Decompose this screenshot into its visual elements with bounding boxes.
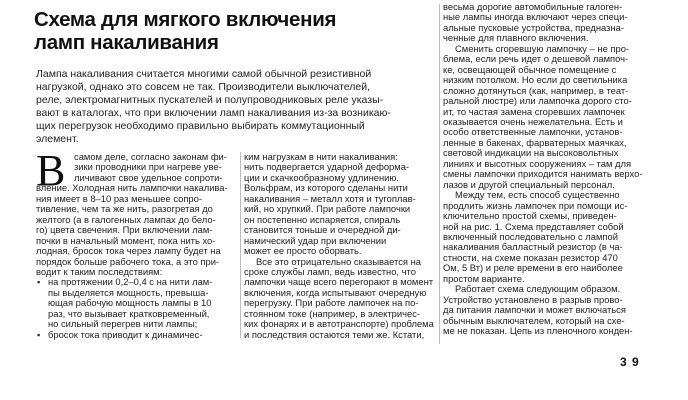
text-line: накаливания балластный резистор (в ча- <box>443 242 623 253</box>
text-line: лодная, бросок тока через лампу будет на <box>36 246 221 257</box>
text-line: альные пусковые устройства, предназна- <box>443 22 624 33</box>
text-line: низким потолком. Но если до светильника <box>443 75 628 86</box>
text-line: простом варианте. <box>443 273 525 284</box>
text-line: блема, если речь идет о дешевой лампоч- <box>443 54 629 65</box>
text-line: весьма дорогие автомобильные галоген- <box>443 2 623 12</box>
lead-line: элемент. <box>36 133 79 146</box>
text-line: пы выделяется мощность, превыша- <box>48 287 209 298</box>
text-line: да питания лампочки и может включаться <box>443 305 626 316</box>
text-line: Устройство установлено в разрыв прово- <box>443 294 623 305</box>
text-line: оказывается очень нежелательна. Есть и <box>443 116 623 127</box>
text-line: ким нагрузкам в нити накаливания: <box>244 152 398 162</box>
text-line: обычным выключателем, который на схе- <box>443 315 625 326</box>
text-line: ния имеет в 8–10 раз меньшее сопро- <box>36 193 202 204</box>
text-line: Все это отрицательно сказывается на <box>256 256 421 267</box>
text-line: Вольфрам, из которого сделаны нити <box>244 183 408 194</box>
text-line: личивают свое удельное сопроти- <box>74 172 223 183</box>
drop-cap: В <box>36 146 66 195</box>
text-line: ющая рабочую мощность лампы в 10 <box>48 298 212 309</box>
text-line <box>36 330 238 340</box>
text-column-3 <box>443 2 653 337</box>
text-line: кий, но хрупкий. При работе лампочки <box>244 204 411 215</box>
text-line: раз, что вызывает кратковременный, <box>48 308 210 319</box>
text-line: зики проводники при нагреве уве- <box>74 162 222 173</box>
text-line: световой индикации на высоковольтных <box>443 148 619 159</box>
bullet-text: бросок тока приводит к динамичес- <box>48 329 203 340</box>
text-line <box>36 277 238 287</box>
text-line: ключительно простой схемы, приведен- <box>443 211 617 222</box>
lead-line: вают в каталогах, что при включении ламп накаливания из-за возникаю- <box>36 107 391 120</box>
text-line: лазов и другой специальный персонал. <box>443 179 615 190</box>
page-number: 3 9 <box>620 355 640 369</box>
text-line: порядок больше рабочего тока, а это при- <box>36 256 220 267</box>
text-line: включенный последовательно с лампой <box>443 231 618 242</box>
text-column-2 <box>244 152 437 340</box>
text-line: ции и скачкообразному удлинению. <box>244 172 400 183</box>
text-line: ких фонарях и в автотранспорте) проблема <box>244 319 434 330</box>
text-line: ленные в бакенах, фарватерных маячках, <box>443 137 627 148</box>
lead-line: реле, электромагнитных пускателей и полупроводниковых реле указы- <box>36 94 384 107</box>
text-line: ке, освещающей обычное помещение с <box>443 64 617 75</box>
bullet-icon: ▪ <box>37 329 41 340</box>
text-line: но сильный перегрев нити лампы; <box>48 319 198 330</box>
lead-line: щих перегрузок необходимо правильно выбирать коммутационный <box>36 120 365 133</box>
text-line: почки в начальный момент, пока нить хо- <box>36 235 216 246</box>
text-line: ит, то частая замена сгоревших лампочек <box>443 106 625 117</box>
title-line: Схема для мягкого включения <box>34 8 337 31</box>
text-line: Между тем, есть способ существенно <box>455 190 620 201</box>
text-line: самом деле, согласно законам фи- <box>74 152 227 162</box>
text-line: и последствия остаются теми же. Кстати, <box>244 329 425 340</box>
bullet-text: на протяжении 0,2–0,4 с на нити лам- <box>48 277 213 288</box>
text-line: лампочки чаще всего перегорают в момент <box>244 277 434 288</box>
text-line: Ом, 5 Вт) и реле времени в его наиболее <box>443 263 623 274</box>
text-line: стоянном токе (например, в электричес- <box>244 308 421 319</box>
text-line: Работает схема следующим образом. <box>455 284 621 295</box>
text-line: сложно дотянуться (как, например, в теат- <box>443 85 629 96</box>
text-line: смены лампочки приходится нанимать верхо- <box>443 169 643 180</box>
text-line: ме не показан. Цепь из пленочного конден- <box>443 326 633 337</box>
text-line: стности, на схеме показан резистор 470 <box>443 252 618 263</box>
text-line: становится тоньше и очередной ди- <box>244 225 401 236</box>
text-line: го) цвета свечения. При включении лам- <box>36 225 213 236</box>
text-line: накаливания – металл хотя и тугоплав- <box>244 193 416 204</box>
text-line: тивление, чем та же нить, разогретая до <box>36 204 213 215</box>
text-line: перегрузку. При работе лампочек на по- <box>244 298 419 309</box>
text-line: Сменить сгоревшую лампочку – не про- <box>455 43 630 54</box>
text-line: ные лампы иногда включают через специ- <box>443 12 628 23</box>
text-line: водит к таким последствиям: <box>36 266 163 277</box>
text-line: ной на рис. 1. Схема представляет собой <box>443 221 624 232</box>
text-line: линиях и высотных сооружениях – там для <box>443 158 632 169</box>
text-line: особо ответственные лампочки, установ- <box>443 127 623 138</box>
text-line: намический удар при включении <box>244 235 387 246</box>
text-line: вление. Холодная нить лампочки накалива- <box>36 183 228 194</box>
text-line: ченные для плавного включения. <box>443 33 589 44</box>
column-separator <box>439 4 440 344</box>
article-lead <box>36 68 418 147</box>
article-title <box>34 8 414 54</box>
text-line: ральной люстре) или лампочка дорого сто- <box>443 96 632 107</box>
lead-line: Лампа накаливания считается многими самой обычной резистивной <box>36 68 372 80</box>
text-line: он постепенно испаряется, спираль <box>244 214 401 225</box>
title-line: ламп накаливания <box>34 31 219 54</box>
text-line: включения, когда испытывают очередную <box>244 287 427 298</box>
text-line: сроке службы ламп, ведь известно, что <box>244 266 416 277</box>
text-line: нить подвергается ударной деформа- <box>244 162 410 173</box>
column-separator <box>240 152 241 338</box>
bullet-icon: ▪ <box>37 277 41 288</box>
text-line: может ее просто оборвать. <box>244 246 362 257</box>
lead-line: нагрузкой, однако это совсем не так. Производители выключателей, <box>36 81 371 94</box>
text-column-1 <box>36 146 238 340</box>
text-line: желтого (а в галогенных лампах до бело- <box>36 214 216 225</box>
text-line: продлить жизнь лампочек при помощи ис- <box>443 200 628 211</box>
